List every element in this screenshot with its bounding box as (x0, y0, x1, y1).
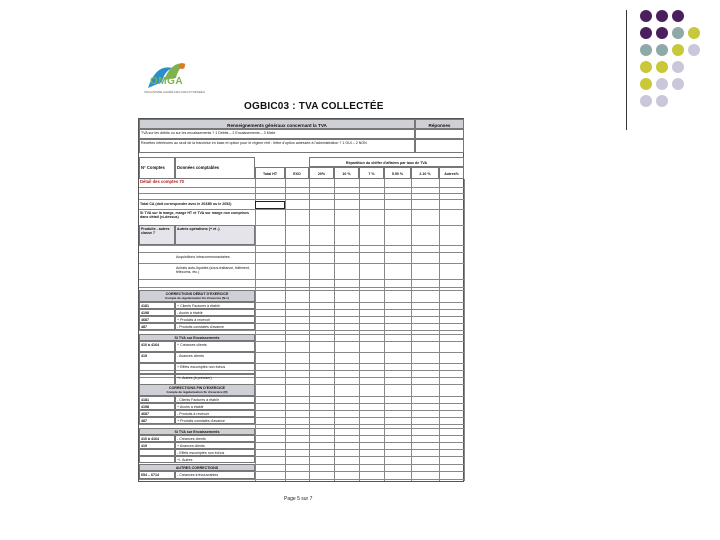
account-label: + Clients Factures à établir (175, 302, 255, 309)
grid-row-line (139, 263, 464, 264)
account-number: 419 (139, 442, 175, 449)
decorative-dot-grid (640, 10, 720, 125)
grid-row-line (139, 187, 464, 188)
total-ca-label: Total CA (doit correspondre avec le 2033B ou le 2052) (140, 201, 232, 206)
grid-row-line (139, 252, 464, 253)
account-number (139, 456, 175, 463)
decorative-dot (672, 61, 684, 73)
decorative-dot (640, 95, 652, 107)
decorative-dot (672, 27, 684, 39)
decorative-dot (640, 10, 652, 22)
products-other-label: Produits - autres classe 7 (139, 225, 175, 245)
account-number (139, 363, 175, 374)
grid-row-line (139, 199, 464, 200)
decorative-dot (688, 44, 700, 56)
question-franchise-option: Recettes inférieures au seuil de la franchise en base et option pour le régime réel : lettre d'option adressée à l'administration ? 1 OUI – 2 NON (139, 139, 415, 153)
rate-column-header: EXO (285, 167, 309, 179)
rate-column-header: 2.10 % (411, 167, 439, 179)
logo-subtitle: ORGANISME AGRÉÉ DES MIDI-PYRÉNÉES (144, 90, 206, 94)
grid-row-line (139, 287, 464, 288)
decorative-dot (640, 27, 652, 39)
decorative-dot (656, 95, 668, 107)
decorative-dot (672, 10, 684, 22)
col-account-header: N° Comptes (139, 157, 175, 179)
tva-form-sheet (138, 118, 464, 482)
response-cell-1[interactable] (415, 129, 464, 139)
account-label: +/- Autres (175, 456, 255, 463)
account-label: - Produits constatés d'avance (175, 323, 255, 330)
grid-row-line (139, 479, 464, 480)
decorative-dot (656, 27, 668, 39)
other-operations-label: Autres opérations (+ et -) (175, 225, 255, 245)
margin-label: Si TVA sur la marge, marge HT et TVA sur marge non comprises dans détail (ci-dessus) (140, 210, 250, 219)
decorative-dot (640, 61, 652, 73)
decorative-dot (672, 44, 684, 56)
account-number: 4687 (139, 316, 175, 323)
logo-sun (179, 63, 185, 69)
account-label: + Avoirs à établir (175, 403, 255, 410)
encaissements-start-header: Si TVA sur Encaissements (139, 334, 255, 341)
rate-column-header: 5.50 % (384, 167, 411, 179)
account-label: - Créances irrécouvrables (175, 471, 255, 479)
account-number: 410 à 4164 (139, 435, 175, 442)
document-title: OGBIC03 : TVA COLLECTÉE (244, 101, 384, 112)
grid-row-line (139, 279, 464, 280)
corrections-end-title: CORRECTIONS FIN D'EXERCICE (168, 385, 226, 390)
rate-split-header: Répartition du chiffre d'affaires par taux de TVA (309, 157, 464, 167)
grid-column-line (464, 179, 465, 481)
grid-row-line (139, 245, 464, 246)
purchases-selfliq-label: Achats auto-liquidés (sous-traitance, bâtiment, télécoms, etc.) (176, 265, 250, 274)
corrections-end-subtitle: Compte de régularisation fin d'exercice (N) (166, 389, 228, 394)
other-corrections-header: AUTRES CORRECTIONS (139, 464, 255, 471)
col-data-header: Données comptables (175, 157, 255, 179)
rate-column-header: 10 % (334, 167, 359, 179)
account-label: - Créances clients (175, 435, 255, 442)
decorative-dot (640, 44, 652, 56)
account-label: - Avoirs à établir (175, 309, 255, 316)
logo-text: OMGA (150, 76, 184, 87)
account-label: + Effets escomptés non échus (175, 363, 255, 374)
response-cell-2[interactable] (415, 139, 464, 153)
acquisitions-label: Acquisitions intracommunautaires (176, 254, 230, 259)
account-number: 487 (139, 323, 175, 330)
corrections-start-subtitle: Compte de régularisation fin d'exercice (N-1) (165, 295, 229, 300)
account-number: 4198 (139, 309, 175, 316)
corrections-start-header (139, 290, 255, 302)
account-label: - Avances clients (175, 352, 255, 363)
rate-column-header: 20% (309, 167, 334, 179)
account-number: 4198 (139, 403, 175, 410)
grid-row-line (139, 424, 464, 425)
account-number: 4687 (139, 410, 175, 417)
decorative-dot (656, 78, 668, 90)
account-number (139, 449, 175, 456)
general-info-header: Renseignements généraux concernant la TVA (139, 119, 415, 129)
divider-line (626, 10, 627, 130)
account-label: - Effets escomptés non échus (175, 449, 255, 456)
account-label: + Créances clients (175, 341, 255, 352)
account-label: + Produits constatés d'avance (175, 417, 255, 424)
decorative-dot (656, 44, 668, 56)
decorative-dot (640, 78, 652, 90)
account-number: 487 (139, 417, 175, 424)
detail-accounts-70: Détail des comptes 70 (140, 179, 184, 184)
account-number: 410 à 4164 (139, 341, 175, 352)
account-number: 4181 (139, 396, 175, 403)
account-number: 419 (139, 352, 175, 363)
page-number: Page 5 sur 7 (284, 496, 313, 502)
grid-row-line (139, 193, 464, 194)
rate-column-header: Total HT (255, 167, 285, 179)
account-label: + Avances clients (175, 442, 255, 449)
question-debit-encaissement: TVA sur les débits ou sur les encaissements ? 1 Débits – 2 Encaissements – 3 Mixte (139, 129, 415, 139)
grid-row-line (139, 330, 464, 331)
decorative-dot (656, 61, 668, 73)
corrections-end-header (139, 384, 255, 396)
decorative-dot (672, 78, 684, 90)
responses-header: Réponses (415, 119, 464, 129)
rate-column-header: Autres% (439, 167, 464, 179)
decorative-dot (656, 10, 668, 22)
account-number: 654 – 6714 (139, 471, 175, 479)
account-label: +/- Autres (à préciser) (175, 374, 255, 385)
account-label: - Clients Factures à établir (175, 396, 255, 403)
decorative-dot (688, 27, 700, 39)
account-label: - Produits à recevoir (175, 410, 255, 417)
encaissements-end-header: Si TVA sur Encaissements (139, 428, 255, 435)
rate-column-header: 7 % (359, 167, 384, 179)
corrections-start-title: CORRECTIONS DÉBUT D'EXERCICE (165, 291, 229, 296)
account-label: + Produits à recevoir (175, 316, 255, 323)
account-number: 4181 (139, 302, 175, 309)
